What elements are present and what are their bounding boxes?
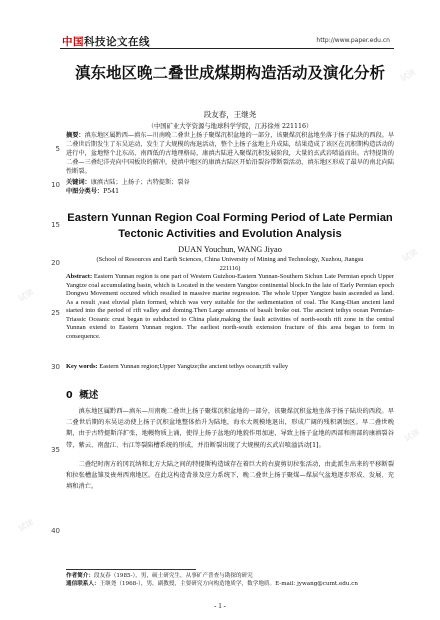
paper-title-cn: 滇东地区晚二叠世成煤期构造活动及演化分析 [74, 64, 385, 82]
watermark: 试读 [402, 427, 422, 444]
line-number: 40 [51, 527, 60, 535]
keywords-en-label: Key words: [66, 363, 98, 370]
watermark: 试读 [398, 67, 418, 84]
line-number: 15 [51, 221, 60, 229]
line-number: 35 [51, 446, 60, 454]
authors-cn: 段友春，王继尧 [203, 110, 257, 119]
footnote-rule [66, 569, 196, 570]
classification-cn [66, 187, 394, 196]
body-paragraph: 二叠纪时南方的冈瓦纳和北方大陆之间的特提斯构造域存在着巨大的右旋剪切拉张活动，由此派生出来的平移断裂和拉张槽盆雏及贵州西南地区。在此这构造背景及应力系统下，晚二叠世上扬子聚煤—煤层气盆地逐步形成、发展、充填和消亡。 [66, 460, 394, 491]
page-number: - 1 - [214, 602, 226, 610]
line-number: 30 [51, 363, 60, 371]
keywords-en-text: Eastern Yunnan region;Upper Yangtze;the ancient tethys ocean;rift valley [99, 363, 289, 370]
watermark: 试读 [16, 517, 36, 534]
line-number: 10 [51, 181, 60, 189]
affiliation-cn: （中国矿业大学资源与地球科学学院，江苏徐州 221116） [147, 123, 313, 130]
footnote-text: 王继尧（1968-），男，副教授，主要研究方向构造地质学，数学地质。E-mail: jywang@cumt.edu.cn [99, 581, 358, 588]
journal-logo[interactable] [62, 34, 150, 49]
authors-en: DUAN Youchun, WANG Jiyao [178, 245, 282, 254]
keywords-cn-label: 关键词： [66, 179, 91, 186]
keywords-cn-text: 康滇古陆；上扬子；古特提斯；裂谷 [90, 179, 190, 186]
header-rule [60, 48, 394, 49]
line-number: 20 [51, 259, 60, 267]
logo-cn-part: 中国 [62, 36, 84, 48]
footnote-author [66, 572, 394, 580]
section-number: 0 [66, 390, 73, 401]
abstract-cn-text: 滇东地区属黔西—滇东—川南晚二叠世上扬子聚煤沉积盆地的一部分，该聚煤沉积盆地坐落于扬子陆块的西段。早二叠世后期发生了东吴运动，发生了大规模的海退活动，整个上扬子盆地上升成陆，结果造成了该区在沉积期构造活动的进行中，盆地整个北东高、南西低的古地理格局，康滇古陆进入聚煤沉积发展阶段，大量的玄武岩喷溢而出。古特提斯的二叠—三叠纪洋壳向中国板块的俯冲，使滇中地区的康滇古陆区开始沿裂谷带断裂活动，滇东地区形成了最早的南北向陆性断裂。 [66, 132, 395, 176]
logo-name-part: 科技论文在线 [84, 36, 150, 48]
journal-header [0, 0, 440, 52]
abstract-en-text: Eastern Yunnan region is one part of Western Guizhou-Eastern Yunnan-Southern Sichun Late Permian epoch Upper Yangtze coal accumulating basin, which is Located in the western Yangtze continental block.In the late of Early Permian epoch Dongwu Movement occured which resulted in massive marine regression. The whole Upper Yangtze basin ascended as land. As a result ,vast eluvial plain formed, which was very suitable for the sedimentation of coal. The Kang-Dian ancient land started into the period of rift valley and doming.Then Large amounts of basalt broke out. The ancient tethys ocean Permian-Triassic Oceanic crust began to subducted to China plate,making the fault activities of north-south rift zone in the central Yunnan extend to Eastern Yunnan region. The earliest north-south extension fracture of this area began to form in consequence. [66, 273, 394, 340]
abstract-en [66, 273, 394, 341]
affiliation-en: (School of Resources and Earth Sciences, China University of Mining and Technology, Xuzhou, Jiangsu 221116) [96, 256, 364, 272]
abstract-cn [66, 131, 394, 176]
body-text [66, 406, 394, 500]
abstract-en-label: Abstract: [66, 273, 93, 280]
section-heading [66, 387, 98, 401]
footnote-text: 段友春（1985-），男，硕士研究生，从事矿产普查与勘探的研究 [93, 573, 253, 579]
line-number: 5 [55, 145, 60, 153]
section-title: 概述 [79, 390, 99, 401]
site-url-link[interactable]: http://www.paper.edu.cn [316, 37, 390, 44]
keywords-cn [66, 178, 394, 187]
footnotes [66, 572, 394, 589]
body-paragraph: 滇东地区属黔西—滇东—川南晚二叠世上扬子聚煤沉积盆地的一部分，该聚煤沉积盆地坐落于扬子陆块的西段。早二叠世后期的东吴运动使上扬子沉积盆地整体抬升为陆地，海水大规模地退出，形成广阔的残积剥蚀区。早二叠世晚期，由于古特提斯洋扩张，地幔物质上涌，使得上扬子盆地的地貌作用加速，导致上扬子盆地的西部和南部的康滇裂谷带，紫云、南盘江、右江等裂陷槽系统的形成，并沿断裂出现了大规模的玄武岩喷溢活动[1]。 [66, 408, 394, 449]
paper-title-en: Eastern Yunnan Region Coal Forming Period of Late Permian Tectonic Activities and Evolution Analysis [67, 212, 393, 240]
watermark: 试读 [400, 247, 420, 264]
watermark: 试读 [16, 287, 36, 304]
abstract-cn-label: 摘要： [66, 132, 85, 139]
footnote-label: 通信联系人： [66, 581, 100, 588]
line-number: 25 [51, 309, 60, 317]
classification-cn-text: P541 [103, 188, 120, 195]
footnote-contact [66, 580, 394, 588]
keywords-en [66, 363, 394, 370]
footnote-label: 作者简介： [66, 573, 94, 579]
classification-cn-label: 中图分类号： [66, 188, 104, 195]
